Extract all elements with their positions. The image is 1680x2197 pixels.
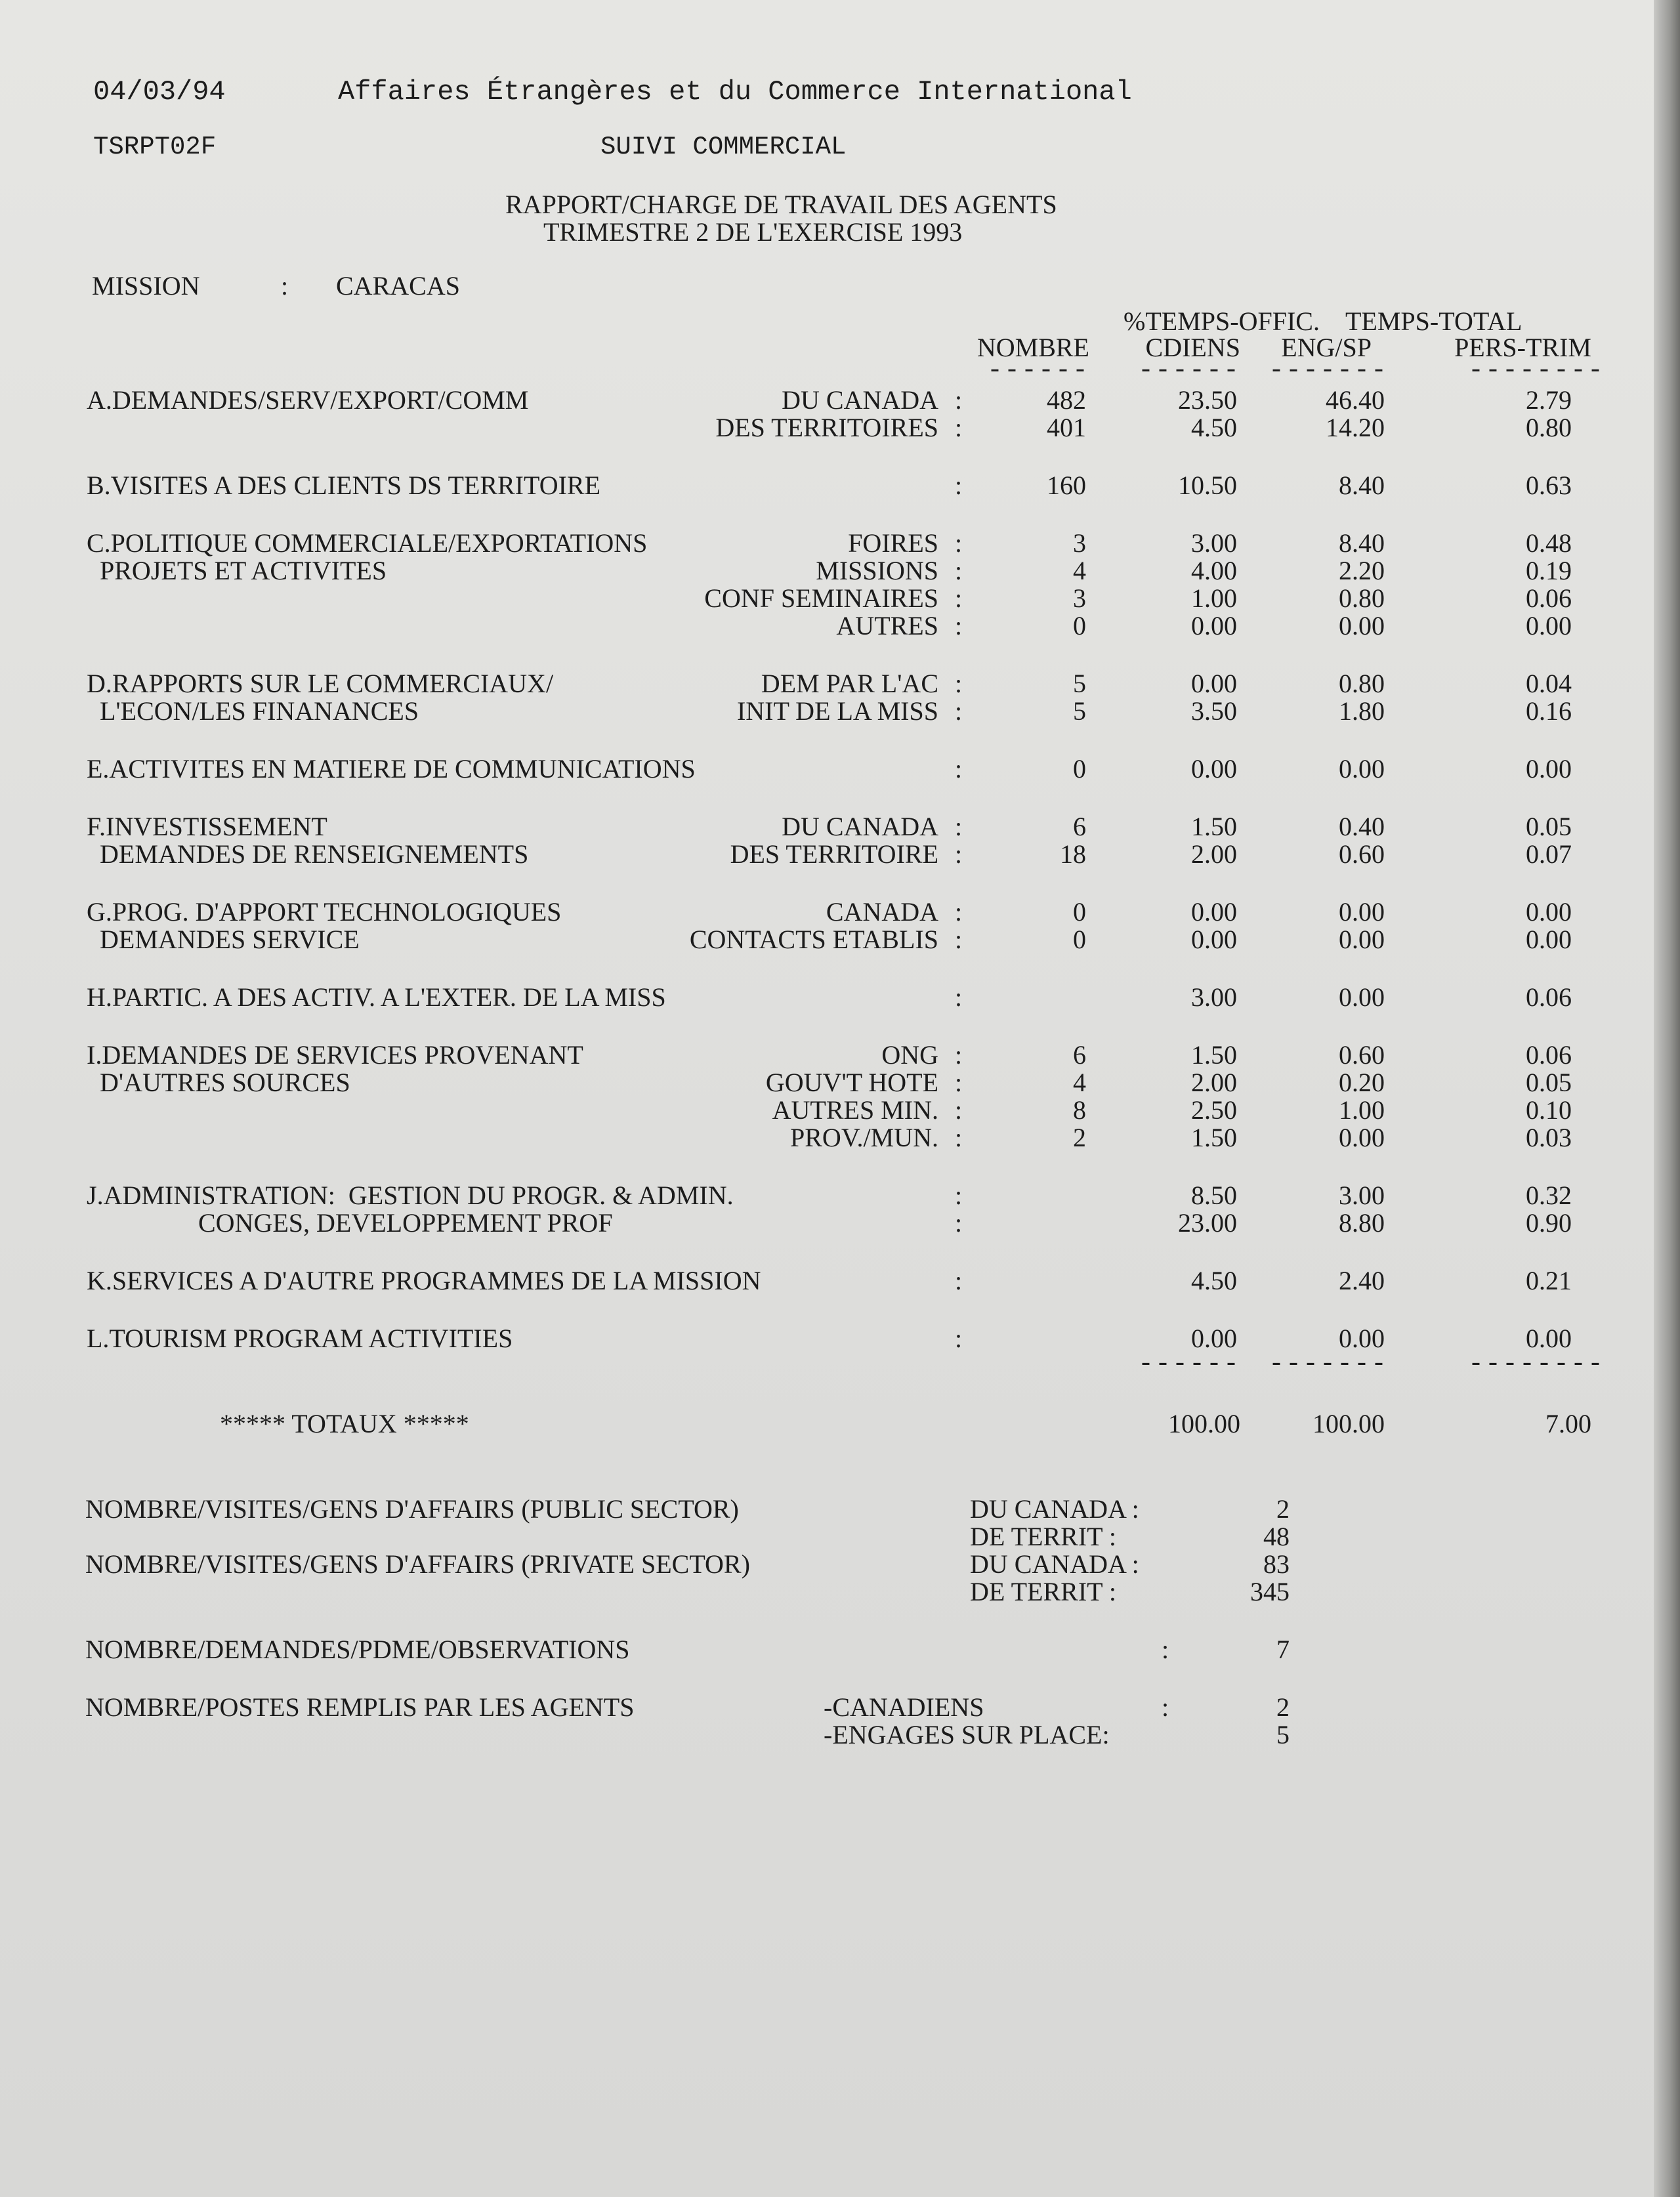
row-eng-sp: 0.00: [1339, 925, 1385, 954]
row-eng-sp: 0.60: [1339, 1040, 1385, 1070]
col-header-eng-sp: ENG/SP: [1281, 333, 1372, 362]
row-pers-trim: 0.48: [1526, 528, 1572, 558]
row-colon: :: [955, 471, 963, 500]
row-eng-sp: 3.00: [1339, 1181, 1385, 1210]
row-eng-sp: 0.80: [1339, 669, 1385, 698]
row-eng-sp: 0.00: [1339, 1324, 1385, 1353]
row-nombre: 4: [1073, 556, 1086, 585]
row-category: L'ECON/LES FINANANCES: [87, 696, 419, 726]
row-pers-trim: 0.03: [1526, 1123, 1572, 1152]
row-cdiens: 23.00: [1178, 1208, 1237, 1238]
total-eng: 100.00: [1312, 1409, 1385, 1438]
row-pers-trim: 0.05: [1526, 812, 1572, 841]
row-subcategory: AUTRES: [836, 611, 938, 640]
public-territ-value: 48: [1263, 1522, 1290, 1551]
row-pers-trim: 0.00: [1526, 897, 1572, 927]
row-subcategory: MISSIONS: [816, 556, 938, 585]
row-subcategory: DEM PAR L'AC: [761, 669, 938, 698]
private-sector-label: NOMBRE/VISITES/GENS D'AFFAIRS (PRIVATE SECTOR): [85, 1549, 750, 1579]
row-eng-sp: 2.20: [1339, 556, 1385, 585]
row-eng-sp: 0.40: [1339, 812, 1385, 841]
row-nombre: 482: [1047, 385, 1086, 415]
row-cdiens: 1.50: [1191, 1040, 1237, 1070]
row-nombre: 0: [1073, 925, 1086, 954]
row-colon: :: [955, 925, 963, 954]
row-cdiens: 2.00: [1191, 839, 1237, 869]
row-cdiens: 4.50: [1191, 1266, 1237, 1295]
row-category: CONGES, DEVELOPPEMENT PROF: [87, 1208, 613, 1238]
row-colon: :: [955, 528, 963, 558]
col-group-temps-total: TEMPS-TOTAL: [1345, 306, 1522, 336]
mission-separator: :: [281, 271, 289, 301]
total-cdiens: 100.00: [1168, 1409, 1240, 1438]
row-category: E.ACTIVITES EN MATIERE DE COMMUNICATIONS: [87, 754, 696, 784]
col-header-nombre: NOMBRE: [976, 333, 1089, 362]
private-canada-label: DU CANADA :: [970, 1549, 1139, 1579]
postes-engages-value: 5: [1276, 1720, 1290, 1749]
row-cdiens: 1.50: [1191, 1123, 1237, 1152]
row-colon: :: [955, 1068, 963, 1097]
row-nombre: 4: [1073, 1068, 1086, 1097]
totals-label: ***** TOTAUX *****: [220, 1409, 469, 1438]
row-nombre: 160: [1047, 471, 1086, 500]
row-subcategory: AUTRES MIN.: [772, 1095, 938, 1125]
row-eng-sp: 8.40: [1339, 471, 1385, 500]
row-pers-trim: 0.63: [1526, 471, 1572, 500]
row-category: C.POLITIQUE COMMERCIALE/EXPORTATIONS: [87, 528, 648, 558]
row-pers-trim: 0.10: [1526, 1095, 1572, 1125]
row-eng-sp: 2.40: [1339, 1266, 1385, 1295]
row-pers-trim: 0.06: [1526, 1040, 1572, 1070]
row-colon: :: [955, 1208, 963, 1238]
postes-canadiens-colon: :: [1162, 1692, 1169, 1722]
row-category: J.ADMINISTRATION: GESTION DU PROGR. & ADMIN.: [87, 1181, 734, 1210]
row-eng-sp: 0.20: [1339, 1068, 1385, 1097]
row-pers-trim: 0.06: [1526, 583, 1572, 613]
row-nombre: 2: [1073, 1123, 1086, 1152]
row-pers-trim: 0.19: [1526, 556, 1572, 585]
row-cdiens: 0.00: [1191, 669, 1237, 698]
row-subcategory: CONF SEMINAIRES: [704, 583, 938, 613]
row-category: PROJETS ET ACTIVITES: [87, 556, 387, 585]
row-eng-sp: 0.00: [1339, 897, 1385, 927]
public-sector-label: NOMBRE/VISITES/GENS D'AFFAIRS (PUBLIC SECTOR): [85, 1494, 739, 1524]
row-category: F.INVESTISSEMENT: [87, 812, 327, 841]
row-subcategory: DU CANADA: [782, 812, 938, 841]
scan-binding-edge: [1654, 0, 1680, 2197]
row-cdiens: 0.00: [1191, 925, 1237, 954]
report-date: 04/03/94: [93, 76, 226, 108]
row-colon: :: [955, 1266, 963, 1295]
row-category: G.PROG. D'APPORT TECHNOLOGIQUES: [87, 897, 562, 927]
row-colon: :: [955, 583, 963, 613]
row-subcategory: GOUV'T HOTE: [765, 1068, 938, 1097]
row-category: K.SERVICES A D'AUTRE PROGRAMMES DE LA MISSION: [87, 1266, 761, 1295]
row-colon: :: [955, 556, 963, 585]
row-eng-sp: 14.20: [1326, 413, 1385, 442]
row-nombre: 18: [1060, 839, 1086, 869]
private-territ-label: DE TERRIT :: [970, 1577, 1116, 1606]
private-canada-value: 83: [1263, 1549, 1290, 1579]
row-pers-trim: 0.06: [1526, 982, 1572, 1012]
col-rule-eng-sp: -------: [1268, 356, 1388, 386]
report-code: TSRPT02F: [93, 133, 217, 161]
col-group-temps-offic: %TEMPS-OFFIC.: [1124, 306, 1320, 336]
row-category: L.TOURISM PROGRAM ACTIVITIES: [87, 1324, 513, 1353]
row-colon: :: [955, 1324, 963, 1353]
public-canada-value: 2: [1276, 1494, 1290, 1524]
row-subcategory: FOIRES: [848, 528, 938, 558]
row-colon: :: [955, 1040, 963, 1070]
mission-value: CARACAS: [336, 271, 460, 301]
row-eng-sp: 0.80: [1339, 583, 1385, 613]
mission-label: MISSION: [92, 271, 200, 301]
total-rule-eng: -------: [1268, 1350, 1388, 1379]
row-colon: :: [955, 696, 963, 726]
row-cdiens: 0.00: [1191, 1324, 1237, 1353]
row-nombre: 0: [1073, 897, 1086, 927]
row-cdiens: 3.50: [1191, 696, 1237, 726]
row-colon: :: [955, 385, 963, 415]
row-cdiens: 0.00: [1191, 611, 1237, 640]
row-pers-trim: 0.05: [1526, 1068, 1572, 1097]
postes-label: NOMBRE/POSTES REMPLIS PAR LES AGENTS: [85, 1692, 635, 1722]
row-eng-sp: 1.80: [1339, 696, 1385, 726]
col-rule-nombre: ------: [986, 356, 1089, 386]
row-pers-trim: 0.00: [1526, 925, 1572, 954]
row-category: D'AUTRES SOURCES: [87, 1068, 350, 1097]
row-cdiens: 2.50: [1191, 1095, 1237, 1125]
col-header-pers-trim: PERS-TRIM: [1454, 333, 1591, 362]
col-rule-pers-trim: --------: [1467, 356, 1605, 386]
col-rule-cdiens: ------: [1137, 356, 1240, 386]
row-cdiens: 1.50: [1191, 812, 1237, 841]
postes-engages-label: -ENGAGES SUR PLACE:: [824, 1720, 1110, 1749]
row-pers-trim: 0.00: [1526, 611, 1572, 640]
row-eng-sp: 1.00: [1339, 1095, 1385, 1125]
row-category: DEMANDES SERVICE: [87, 925, 360, 954]
public-territ-label: DE TERRIT :: [970, 1522, 1116, 1551]
row-eng-sp: 46.40: [1326, 385, 1385, 415]
total-rule-pers: --------: [1467, 1350, 1605, 1379]
private-territ-value: 345: [1250, 1577, 1290, 1606]
row-eng-sp: 8.40: [1339, 528, 1385, 558]
row-category: DEMANDES DE RENSEIGNEMENTS: [87, 839, 529, 869]
row-subcategory: DU CANADA: [782, 385, 938, 415]
row-cdiens: 2.00: [1191, 1068, 1237, 1097]
row-cdiens: 0.00: [1191, 754, 1237, 784]
row-colon: :: [955, 611, 963, 640]
pdme-label: NOMBRE/DEMANDES/PDME/OBSERVATIONS: [85, 1635, 630, 1664]
total-pers: 7.00: [1545, 1409, 1591, 1438]
row-colon: :: [955, 669, 963, 698]
row-nombre: 3: [1073, 583, 1086, 613]
row-colon: :: [955, 754, 963, 784]
row-eng-sp: 0.00: [1339, 1123, 1385, 1152]
row-nombre: 5: [1073, 669, 1086, 698]
pdme-colon: :: [1162, 1635, 1169, 1664]
row-colon: :: [955, 1095, 963, 1125]
row-pers-trim: 0.00: [1526, 754, 1572, 784]
row-category: D.RAPPORTS SUR LE COMMERCIAUX/: [87, 669, 554, 698]
row-eng-sp: 0.00: [1339, 754, 1385, 784]
row-colon: :: [955, 1123, 963, 1152]
row-cdiens: 4.50: [1191, 413, 1237, 442]
row-colon: :: [955, 413, 963, 442]
department-name: Affaires Étrangères et du Commerce International: [338, 76, 1132, 108]
row-subcategory: INIT DE LA MISS: [736, 696, 938, 726]
row-pers-trim: 0.32: [1526, 1181, 1572, 1210]
row-eng-sp: 0.00: [1339, 611, 1385, 640]
postes-canadiens-label: -CANADIENS: [824, 1692, 984, 1722]
row-pers-trim: 0.04: [1526, 669, 1572, 698]
row-nombre: 401: [1047, 413, 1086, 442]
row-pers-trim: 0.07: [1526, 839, 1572, 869]
row-colon: :: [955, 1181, 963, 1210]
row-pers-trim: 0.80: [1526, 413, 1572, 442]
row-category: I.DEMANDES DE SERVICES PROVENANT: [87, 1040, 583, 1070]
row-cdiens: 10.50: [1178, 471, 1237, 500]
row-nombre: 5: [1073, 696, 1086, 726]
row-cdiens: 4.00: [1191, 556, 1237, 585]
row-nombre: 0: [1073, 754, 1086, 784]
postes-canadiens-value: 2: [1276, 1692, 1290, 1722]
row-subcategory: DES TERRITOIRES: [715, 413, 938, 442]
pdme-value: 7: [1276, 1635, 1290, 1664]
row-subcategory: CONTACTS ETABLIS: [689, 925, 938, 954]
row-subcategory: ONG: [881, 1040, 938, 1070]
row-nombre: 6: [1073, 1040, 1086, 1070]
row-subcategory: PROV./MUN.: [790, 1123, 938, 1152]
row-nombre: 8: [1073, 1095, 1086, 1125]
row-category: H.PARTIC. A DES ACTIV. A L'EXTER. DE LA MISS: [87, 982, 666, 1012]
row-pers-trim: 0.00: [1526, 1324, 1572, 1353]
row-subcategory: DES TERRITOIRE: [730, 839, 938, 869]
row-colon: :: [955, 897, 963, 927]
row-colon: :: [955, 839, 963, 869]
col-header-cdiens: CDIENS: [1145, 333, 1240, 362]
total-rule-cdiens: ------: [1137, 1350, 1240, 1379]
row-eng-sp: 8.80: [1339, 1208, 1385, 1238]
row-cdiens: 8.50: [1191, 1181, 1237, 1210]
row-colon: :: [955, 812, 963, 841]
row-cdiens: 3.00: [1191, 528, 1237, 558]
report-subtitle: TRIMESTRE 2 DE L'EXERCISE 1993: [543, 217, 963, 247]
row-eng-sp: 0.60: [1339, 839, 1385, 869]
row-nombre: 0: [1073, 611, 1086, 640]
report-title: RAPPORT/CHARGE DE TRAVAIL DES AGENTS: [505, 190, 1057, 219]
system-name: SUIVI COMMERCIAL: [600, 133, 847, 161]
row-cdiens: 1.00: [1191, 583, 1237, 613]
row-eng-sp: 0.00: [1339, 982, 1385, 1012]
row-pers-trim: 2.79: [1526, 385, 1572, 415]
row-pers-trim: 0.21: [1526, 1266, 1572, 1295]
public-canada-label: DU CANADA :: [970, 1494, 1139, 1524]
row-cdiens: 23.50: [1178, 385, 1237, 415]
row-nombre: 3: [1073, 528, 1086, 558]
row-pers-trim: 0.90: [1526, 1208, 1572, 1238]
row-cdiens: 0.00: [1191, 897, 1237, 927]
row-nombre: 6: [1073, 812, 1086, 841]
row-cdiens: 3.00: [1191, 982, 1237, 1012]
row-category: B.VISITES A DES CLIENTS DS TERRITOIRE: [87, 471, 601, 500]
row-subcategory: CANADA: [826, 897, 938, 927]
row-pers-trim: 0.16: [1526, 696, 1572, 726]
row-category: A.DEMANDES/SERV/EXPORT/COMM: [87, 385, 529, 415]
row-colon: :: [955, 982, 963, 1012]
